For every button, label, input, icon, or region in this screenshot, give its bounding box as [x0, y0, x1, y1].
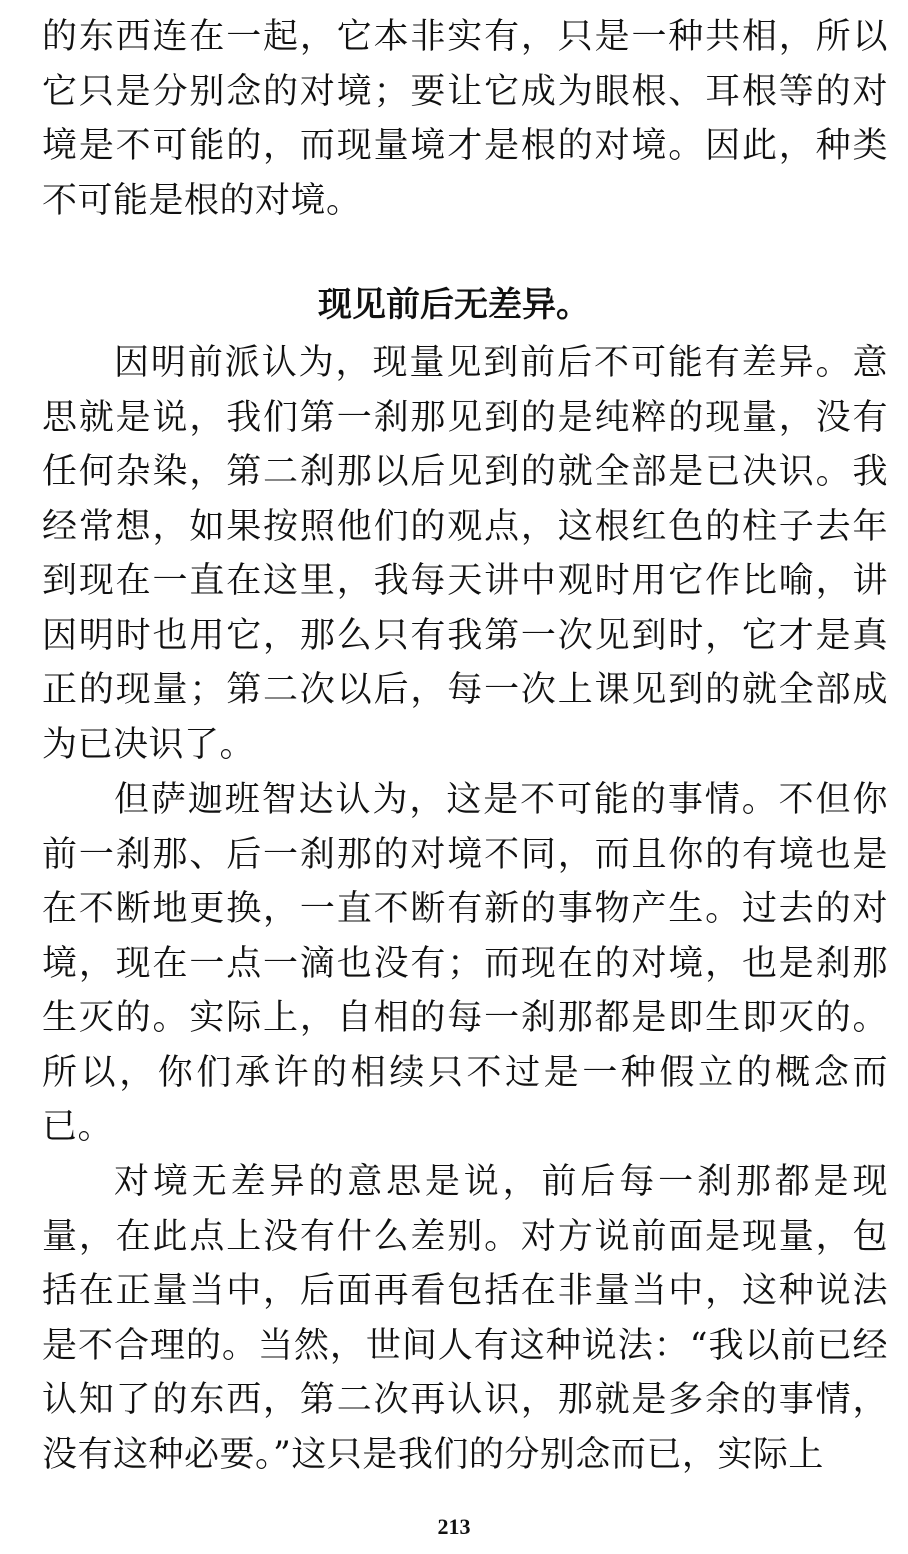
paragraph: 对境无差异的意思是说，前后每一刹那都是现量，在此点上没有什么差别。对方说前面是现量，包括在正量当中，后面再看包括在非量当中，这种说法是不合理的。当然，世间人有这种说法：“我以前已经认知了的东西，第二次再认识，那就是多余的事情，没有这种必要。”这只是我们的分别念而已，实际上 [42, 1162, 888, 1475]
paragraph: 但萨迦班智达认为，这是不可能的事情。不但你前一刹那、后一刹那的对境不同，而且你的有境也是在不断地更换，一直不断有新的事物产生。过去的对境，现在一点一滴也没有；而现在的对境，也是刹那生灭的。实际上，自相的每一刹那都是即生即灭的。所以，你们承许的相续只不过是一种假立的概念而已。 [42, 780, 888, 1147]
section-heading: 现见前后无差异。 [318, 285, 590, 325]
paragraph-continuation: 的东西连在一起，它本非实有，只是一种共相，所以它只是分别念的对境；要让它成为眼根、耳根等的对境是不可能的，而现量境才是根的对境。因此，种类不可能是根的对境。 [42, 17, 888, 221]
page-number: 213 [437, 1514, 471, 1539]
paragraph: 因明前派认为，现量见到前后不可能有差异。意思就是说，我们第一刹那见到的是纯粹的现量，没有任何杂染，第二刹那以后见到的就全部是已决识。我经常想，如果按照他们的观点，这根红色的柱子去年到现在一直在这里，我每天讲中观时用它作比喻，讲因明时也用它，那么只有我第一次见到时，它才是真正的现量；第二次以后，每一次上课见到的就全部成为已决识了。 [42, 343, 888, 765]
